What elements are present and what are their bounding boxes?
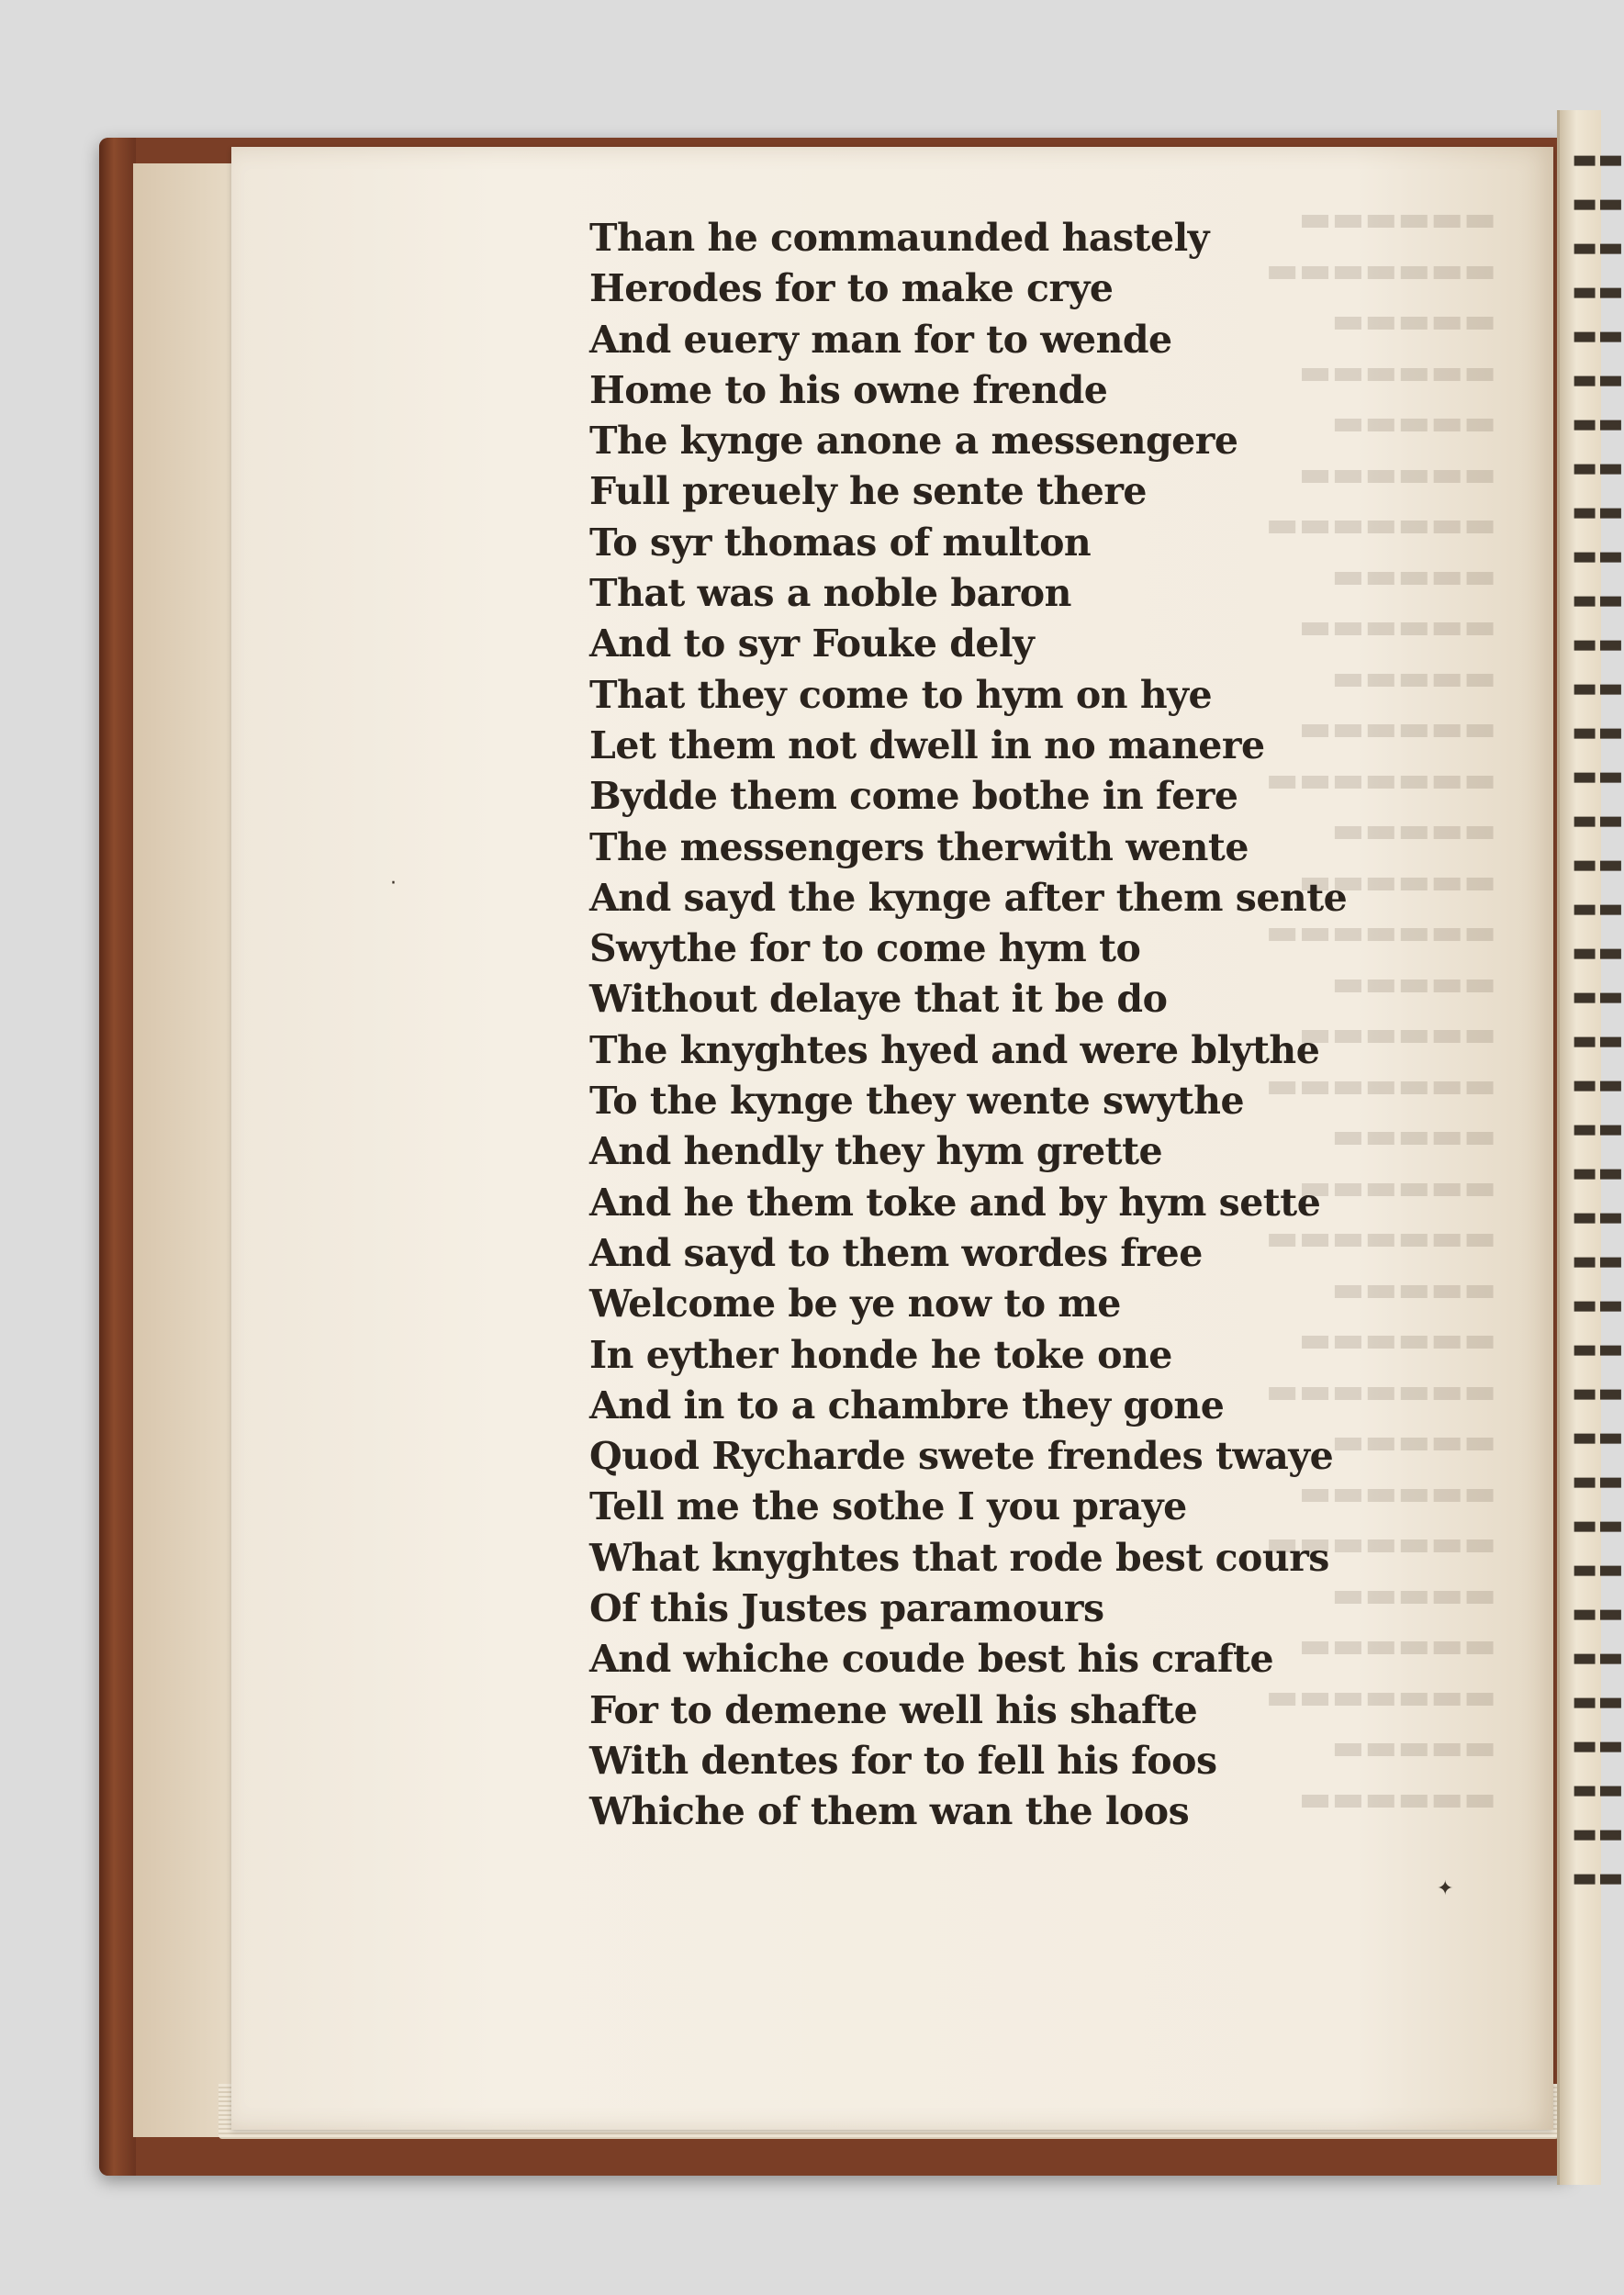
verse-line: And whiche coude best his crafte: [589, 1637, 1274, 1682]
verse-line: Herodes for to make crye: [589, 266, 1114, 311]
verse-line: The kynge anone a messengere: [589, 419, 1238, 464]
show-through-text: ▬▬▬▬▬▬ ▬▬▬▬▬▬▬ ▬▬▬▬▬ ▬▬▬▬▬▬ ▬▬▬▬▬ ▬▬▬▬▬▬ ▬▬▬▬▬▬▬ ▬▬▬▬▬ ▬▬▬▬▬▬ ▬▬▬▬▬ ▬▬▬▬▬▬ ▬▬▬▬▬▬▬ ▬▬▬▬▬ ▬▬▬▬▬▬ ▬▬▬▬▬▬▬ ▬▬▬▬▬ ▬▬▬▬▬▬ ▬▬▬▬▬▬▬ ▬▬▬▬▬ ▬▬▬▬▬▬ ▬▬▬▬▬▬▬ ▬▬▬▬▬ ▬▬▬▬▬▬ ▬▬▬▬▬▬▬ ▬▬▬▬▬ ▬▬▬▬▬▬ ▬▬▬▬▬▬▬ ▬▬▬▬▬ ▬▬▬▬▬▬ ▬▬▬▬▬▬▬ ▬▬▬▬▬ ▬▬▬▬▬▬: [1265, 197, 1496, 1819]
verse-line: Full preuely he sente there: [589, 469, 1148, 514]
verse-line: To syr thomas of multon: [589, 520, 1092, 565]
verse-line: To the kynge they wente swythe: [589, 1079, 1245, 1124]
verse-line: Tell me the sothe I you praye: [589, 1484, 1187, 1529]
facing-page-text-fragment: ▬▬ ▬▬ ▬▬ ▬▬ ▬▬ ▬▬ ▬▬ ▬▬ ▬▬ ▬▬ ▬▬ ▬▬ ▬▬ ▬▬ ▬▬ ▬▬ ▬▬ ▬▬ ▬▬ ▬▬ ▬▬ ▬▬ ▬▬ ▬▬ ▬▬ ▬▬ ▬▬ ▬▬ ▬▬ ▬▬ ▬▬ ▬▬ ▬▬ ▬▬ ▬▬ ▬▬ ▬▬ ▬▬ ▬▬ ▬▬: [1572, 143, 1624, 1894]
verse-line: What knyghtes that rode best cours: [589, 1535, 1329, 1580]
verse-line: Swythe for to come hym to: [589, 926, 1141, 971]
verse-line: And sayd the kynge after them sente: [589, 875, 1348, 920]
book-spine-edge: [99, 138, 136, 2176]
verse-line: For to demene well his shafte: [589, 1687, 1198, 1732]
verse-line: The knyghtes hyed and were blythe: [589, 1027, 1320, 1072]
verse-line: And hendly they hym grette: [589, 1129, 1163, 1174]
verse-line: With dentes for to fell his foos: [589, 1738, 1217, 1783]
verse-line: In eyther honde he toke one: [589, 1332, 1172, 1377]
ink-speck: ·: [390, 872, 397, 895]
verse-line: Without delaye that it be do: [589, 977, 1168, 1022]
verse-line: And euery man for to wende: [589, 317, 1172, 362]
verse-line: Bydde them come bothe in fere: [589, 774, 1238, 819]
verse-text-block: [589, 213, 1348, 1838]
verse-line: Let them not dwell in no manere: [589, 722, 1265, 767]
verse-line: Quod Rycharde swete frendes twaye: [589, 1434, 1334, 1479]
verse-line: Of this Justes paramours: [589, 1586, 1104, 1631]
verse-line: Welcome be ye now to me: [589, 1282, 1121, 1327]
ink-speck: ✦: [1437, 1877, 1454, 1900]
verse-line: And to syr Fouke dely: [589, 621, 1035, 666]
verse-line: That they come to hym on hye: [589, 672, 1213, 717]
verse-line: And he them toke and by hym sette: [589, 1180, 1321, 1225]
pastedown-strip: [133, 163, 243, 2137]
verse-line: The messengers therwith wente: [589, 824, 1249, 869]
verse-line: Home to his owne frende: [589, 367, 1108, 412]
verse-line: And sayd to them wordes free: [589, 1230, 1203, 1275]
verse-line: And in to a chambre they gone: [589, 1383, 1225, 1427]
verse-line: Whiche of them wan the loos: [589, 1789, 1190, 1834]
verse-line: That was a noble baron: [589, 571, 1071, 616]
verse-line: Than he commaunded hastely: [589, 216, 1209, 260]
